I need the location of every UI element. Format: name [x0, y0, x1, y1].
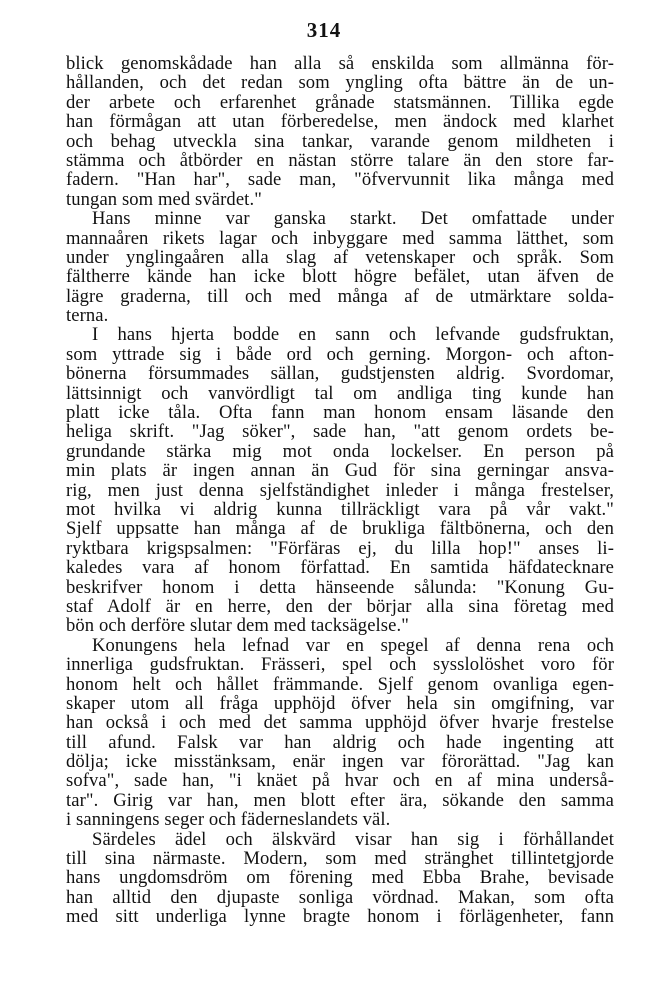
text-line: kaledes vara af honom författad. En samtida häfdatecknare [66, 557, 614, 579]
text-line: lägre graderna, till och med många af de utmärktare solda- [66, 285, 614, 307]
text-line: innerliga gudsfruktan. Frässeri, spel och sysslolöshet voro för [66, 654, 614, 676]
text-line: staf Adolf är en herre, den der börjar alla sina företag med [66, 595, 614, 617]
text-line: Konungens hela lefnad var en spegel af denna rena och [92, 634, 614, 656]
text-line: min plats är ingen annan än Gud för sina gerningar ansva- [66, 460, 614, 482]
text-line: terna. [66, 305, 109, 327]
text-line: Särdeles ädel och älskvärd visar han sig i förhållandet [92, 828, 614, 850]
text-line: hans ungdomsdröm om förening med Ebba Brahe, bevisade [66, 867, 614, 889]
text-line: blick genomskådade han alla så enskilda som allmänna för- [66, 53, 614, 74]
text-line: grundande stärka mig mot onda lockelser. En person på [66, 440, 614, 462]
text-line: mot hvilka vi aldrig kunna tillräckligt vara på vår vakt." [66, 498, 614, 520]
text-line: dölja; icke misstänksam, enär ingen var förorättad. "Jag kan [66, 751, 614, 773]
text-line: bön och derföre slutar dem med tacksägelse." [66, 615, 409, 637]
text-line: tar". Girig var han, men blott efter ära, sökande den samma [66, 789, 614, 811]
text-line: der arbete och erfarenhet grånade statsmännen. Tillika egde [66, 91, 614, 113]
text-line: mannaåren rikets lagar och inbyggare med samma lätthet, som [66, 227, 614, 249]
text-line: han förmågan att utan förberedelse, men ändock med klarhet [66, 111, 614, 133]
text-line: platt icke tåla. Ofta fann man honom ensam läsande den [66, 402, 614, 424]
text-line: ryktbara krigspsalmen: "Förfäras ej, du lilla hop!" anses li- [66, 537, 614, 559]
text-line: hållanden, och det redan som yngling ofta bättre än de un- [66, 72, 614, 94]
text-line: honom helt och hållet främmande. Sjelf genom ovanliga egen- [66, 673, 614, 695]
text-line: och behag utveckla sina tankar, varande genom mildheten i [66, 130, 614, 152]
text-line: i sanningens seger och fäderneslandets väl. [66, 809, 391, 831]
text-line: rig, men just denna sjelfständighet inleder i många frestelser, [66, 479, 614, 501]
text-line: bönerna försummades sällan, gudstjensten aldrig. Svordomar, [66, 363, 614, 385]
text-line: under ynglingaåren alla slag af vetenskaper och språk. Som [66, 246, 614, 268]
text-line: stämma och åtbörder en nästan större talare än den store far- [66, 149, 614, 171]
text-line: skaper utom all fråga upphöjd öfver hela sin omgifning, var [66, 692, 614, 714]
text-line: lättsinnigt och vanvördligt tal om andliga ting kunde han [66, 382, 614, 404]
text-body [66, 54, 614, 927]
text-line: som yttrade sig i både ord och gerning. Morgon- och afton- [66, 343, 614, 365]
text-line: beskrifver honom i detta hänseende sålunda: "Konung Gu- [66, 576, 614, 598]
text-line: sofva", sade han, "i knäet på hvar och en af mina underså- [66, 770, 614, 792]
text-line: tungan som med svärdet." [66, 188, 262, 210]
text-line: till afund. Falsk var han aldrig och hade ingenting att [66, 731, 614, 753]
text-line: heliga skrift. "Jag söker", sade han, "att genom ordets be- [66, 421, 614, 443]
text-line: Sjelf uppsatte han många af de brukliga fältbönerna, och den [66, 518, 614, 540]
text-line: med sitt underliga lynne bragte honom i förlägenheter, fann [66, 906, 614, 928]
text-line: han alltid den djupaste sonliga vördnad. Makan, som ofta [66, 886, 614, 908]
text-line: fadern. "Han har", sade man, "öfvervunnit lika många med [66, 169, 614, 191]
page-number: 314 [306, 18, 342, 42]
text-line: han också i och med det samma upphöjd öfver hvarje frestelse [66, 712, 614, 734]
text-line: till sina närmaste. Modern, som med stränghet tillintetgjorde [66, 848, 614, 870]
text-line: fältherre kände han icke blott högre befälet, utan äfven de [66, 266, 614, 288]
text-line: I hans hjerta bodde en sann och lefvande gudsfruktan, [92, 324, 614, 346]
text-line: Hans minne var ganska starkt. Det omfattade under [92, 208, 614, 230]
